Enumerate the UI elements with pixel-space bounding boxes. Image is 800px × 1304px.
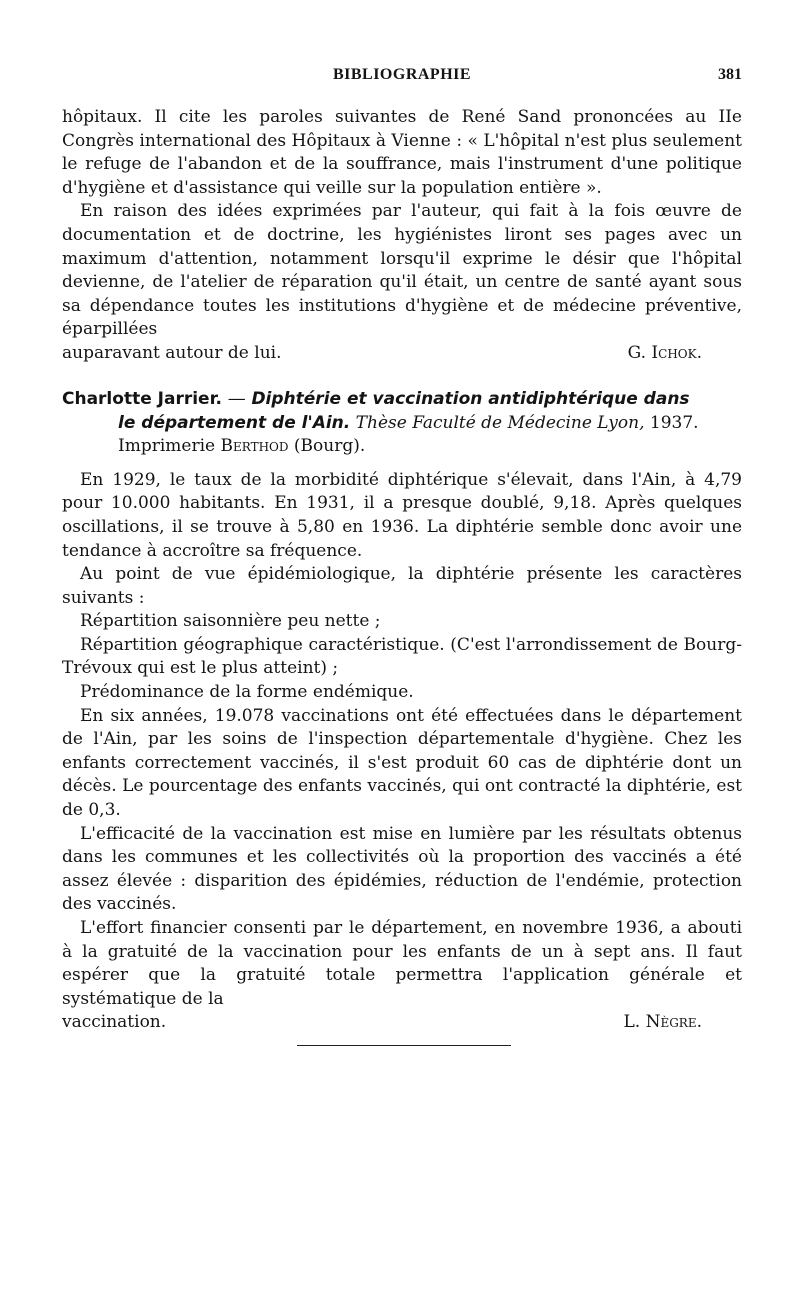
printer-prefix: Imprimerie xyxy=(118,436,216,457)
page-number: 381 xyxy=(718,66,742,83)
review-title-part-2: le département de l'Ain. xyxy=(118,412,351,433)
review-ichok xyxy=(62,106,742,366)
review2-paragraph-4: Répartition géographique caractéristique. (C'est l'arrondissement de Bourg-Trévoux qui est le plus atteint) ; xyxy=(62,634,742,679)
printer-place: (Bourg). xyxy=(293,436,366,457)
running-title: BIBLIOGRAPHIE xyxy=(332,66,472,83)
review2-paragraph-1: En 1929, le taux de la morbidité diphtérique s'élevait, dans l'Ain, à 4,79 pour 10.000 habitants. En 1931, il a presque doublé, 9,18. Après quelques oscillations, il se trouve à 5,80 en 1936. La diphtérie semble donc avoir une tendance à accroître sa fréquence. xyxy=(62,469,742,561)
review-dash: — xyxy=(221,387,252,409)
review1-last-line xyxy=(62,342,742,366)
section-divider-rule xyxy=(297,1045,511,1046)
review-year: 1937. xyxy=(649,412,699,433)
review-author: Charlotte Jarrier. xyxy=(62,388,222,409)
review-title-part-1: Diphtérie et vaccination antidiphtérique dans xyxy=(251,388,690,409)
review2-paragraph-7: L'efficacité de la vaccination est mise en lumière par les résultats obtenus dans les communes et les collectivités où la proportion des vaccinés a été assez élevée : disparition des épidémies, réduction de l'endémie, protection des vaccinés. xyxy=(62,823,742,915)
review2-last-line xyxy=(62,1011,742,1035)
review-header-line-2 xyxy=(62,412,742,436)
review2-paragraph-2: Au point de vue épidémiologique, la diphtérie présente les caractères suivants : xyxy=(62,564,742,608)
review-header-jarrier xyxy=(62,386,742,459)
signature-negre: L. Nègre. xyxy=(623,1012,702,1033)
review2-paragraph-3: Répartition saisonnière peu nette ; xyxy=(80,611,381,632)
review1-paragraph-2: En raison des idées exprimées par l'auteur, qui fait à la fois œuvre de documentation et de doctrine, les hygiénistes liront ses pages avec un maximum d'attention, notamment lorsqu'il exprime le désir que l'hôpital devienne, de l'atelier de réparation qu'il était, un centre de santé ayant sous sa dépendance toutes les institutions d'hygiène et de médecine préventive, éparpillées xyxy=(62,201,742,340)
signature-ichok: G. Ichok. xyxy=(627,342,702,363)
review1-paragraph-1: hôpitaux. Il cite les paroles suivantes de René Sand prononcées au IIe Congrès international des Hôpitaux à Vienne : « L'hôpital n'est plus seulement le refuge de l'abandon et de la souffrance, mais l'instrument d'une politique d'hygiène et d'assistance qui veille sur la population entière ». xyxy=(62,107,742,198)
page xyxy=(62,66,742,1035)
review-thesis: Thèse Faculté de Médecine Lyon, xyxy=(355,412,645,433)
running-head xyxy=(62,66,742,96)
review-header-line-3 xyxy=(62,435,742,459)
printer-name: Berthod xyxy=(220,436,289,457)
review-header-line-1 xyxy=(62,386,742,412)
review-jarrier-body xyxy=(62,469,742,1035)
review2-paragraph-6: En six années, 19.078 vaccinations ont été effectuées dans le département de l'Ain, par les soins de l'inspection départementale d'hygiène. Chez les enfants correctement vaccinés, il s'est produit 60 cas de diphtérie dont un décès. Le pourcentage des enfants vaccinés, qui ont contracté la diphtérie, est de 0,3. xyxy=(62,705,742,821)
review1-paragraph-3: auparavant autour de lui. xyxy=(62,342,282,363)
review2-paragraph-9: vaccination. xyxy=(62,1012,167,1033)
review2-paragraph-8: L'effort financier consenti par le département, en novembre 1936, a abouti à la gratuité de la vaccination pour les enfants de un à sept ans. Il faut espérer que la gratuité totale permettra l'application générale et systématique de la xyxy=(62,918,742,1009)
review2-paragraph-5: Prédominance de la forme endémique. xyxy=(80,682,414,703)
